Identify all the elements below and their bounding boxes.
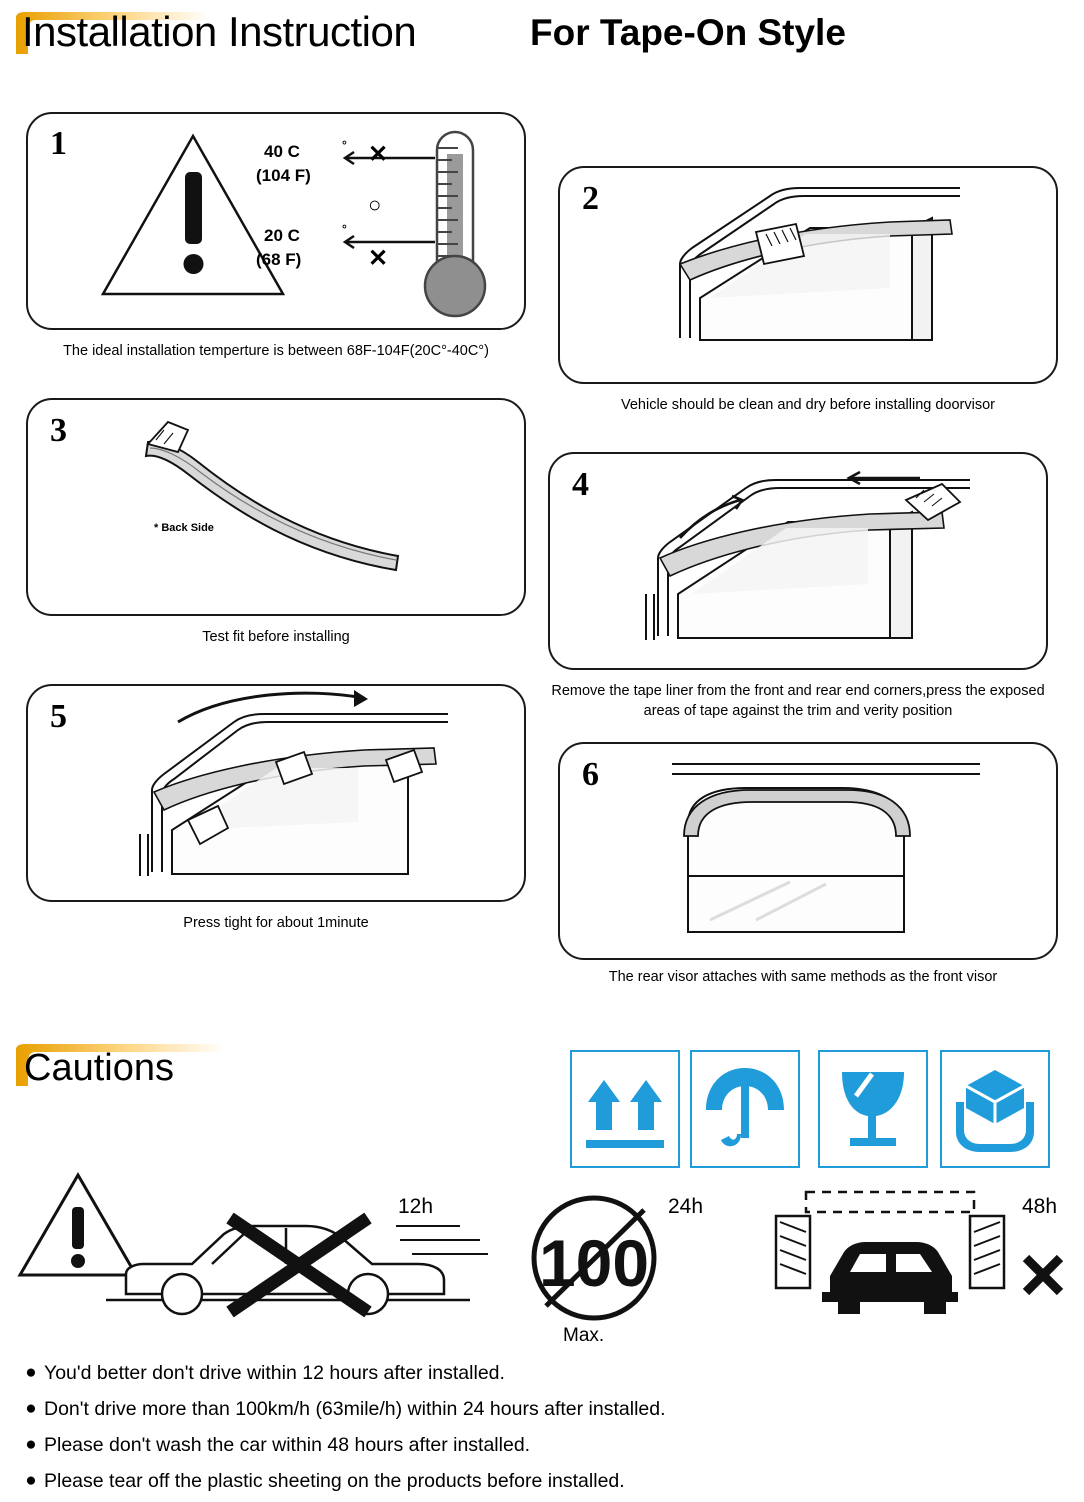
step-caption-2: Vehicle should be clean and dry before installing doorvisor	[620, 397, 995, 413]
label-12h: 12h	[398, 1195, 434, 1218]
list-item	[18, 1358, 1068, 1388]
temp-cold-celsius: 20 C	[264, 226, 300, 245]
this-side-up-icon	[570, 1050, 680, 1168]
step-panel-2	[558, 166, 1058, 384]
page-title-primary: Installation Instruction	[22, 8, 417, 55]
no-car-wash-illustration	[760, 1180, 1020, 1340]
bullet-marker: ●	[25, 1434, 37, 1455]
bullet-text: Please don't wash the car within 48 hours after installed.	[44, 1434, 531, 1456]
step-caption-1: The ideal installation temperture is between 68F-104F(20C°-40C°)	[63, 343, 489, 359]
label-speed-max: Max.	[563, 1325, 605, 1346]
step-number-5: 5	[50, 698, 67, 735]
handle-with-care-icon	[940, 1050, 1050, 1168]
cross-mark-hot-icon: ✕	[368, 141, 389, 168]
list-item	[18, 1430, 1068, 1460]
step-number-2: 2	[582, 180, 599, 217]
label-48h: 48h	[1022, 1195, 1058, 1218]
bullet-marker: ●	[25, 1470, 37, 1491]
temp-hot-fahrenheit: (104 F)	[256, 166, 311, 185]
step-caption-3: Test fit before installing	[202, 629, 350, 645]
page-header	[0, 0, 1084, 78]
list-item	[18, 1394, 1068, 1424]
step-panel-1	[26, 112, 526, 330]
page-title-secondary: For Tape-On Style	[530, 12, 846, 53]
bullet-text: Don't drive more than 100km/h (63mile/h) within 24 hours after installed.	[44, 1398, 666, 1420]
step-2-illustration	[560, 168, 1056, 382]
cautions-title: Cautions	[24, 1047, 174, 1089]
bullet-marker: ●	[25, 1398, 37, 1419]
temp-cold-fahrenheit: (68 F)	[256, 250, 302, 269]
step-3-illustration	[28, 400, 524, 614]
fragile-glass-icon	[818, 1050, 928, 1168]
list-item	[18, 1466, 1068, 1496]
step-panel-5	[26, 684, 526, 902]
step-caption-4: Remove the tape liner from the front and rear end corners,press the exposed areas of tape against the trim and verity position	[551, 683, 1045, 719]
cross-mark-cold-icon: ✕	[368, 245, 389, 272]
bullet-text: You'd better don't drive within 12 hours after installed.	[44, 1362, 505, 1384]
step-panel-3	[26, 398, 526, 616]
bullet-text: Please tear off the plastic sheeting on the products before installed.	[44, 1470, 625, 1492]
svg-text:100: 100	[538, 1226, 650, 1300]
step-caption-5: Press tight for about 1minute	[183, 915, 369, 931]
degree-symbol-cold: °	[342, 222, 347, 236]
back-side-note: * Back Side	[154, 522, 214, 534]
step-number-3: 3	[50, 412, 67, 449]
cautions-bullet-list	[18, 1358, 1068, 1502]
step-panel-6	[558, 742, 1058, 960]
keep-dry-umbrella-icon	[690, 1050, 800, 1168]
bullet-marker: ●	[25, 1362, 37, 1383]
step-panel-4	[548, 452, 1048, 670]
temp-hot-celsius: 40 C	[264, 142, 300, 161]
step-number-4: 4	[572, 466, 589, 503]
degree-symbol-hot: °	[342, 138, 347, 152]
step-number-6: 6	[582, 756, 599, 793]
circle-mark-ok-icon: ○	[368, 192, 382, 217]
step-caption-6: The rear visor attaches with same methods as the front visor	[608, 969, 998, 985]
step-4-illustration	[550, 454, 1046, 668]
step-number-1: 1	[50, 125, 67, 162]
label-24h: 24h	[668, 1195, 704, 1218]
step-6-illustration	[560, 744, 1056, 958]
step-5-illustration	[28, 686, 524, 900]
no-wash-cross-icon	[1020, 1252, 1066, 1298]
no-driving-12h-illustration	[100, 1190, 500, 1340]
